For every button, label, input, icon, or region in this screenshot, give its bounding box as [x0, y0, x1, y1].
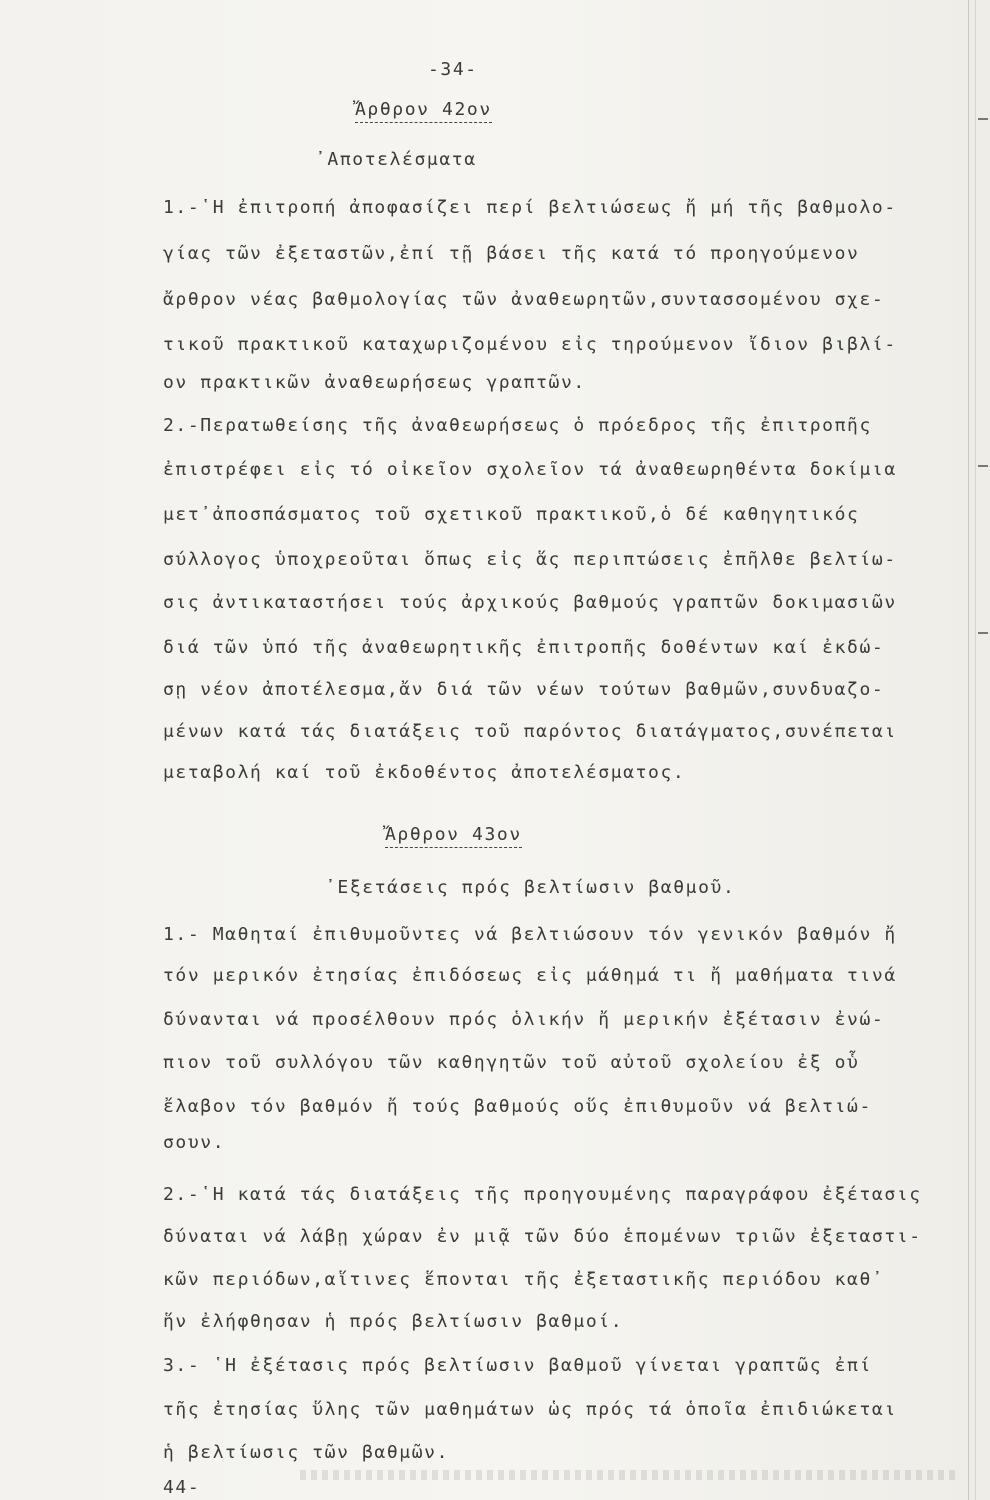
page-number: -34-	[428, 59, 478, 80]
text-line: τῆς ἐτησίας ὕλης τῶν μαθημάτων ὡς πρός τά ὁποῖα ἐπιδιώκεται	[163, 1399, 897, 1420]
text-line: ἡ βελτίωσις τῶν βαθμῶν.	[163, 1442, 450, 1463]
text-line: ον πρακτικῶν ἀναθεωρήσεως γραπτῶν.	[163, 372, 586, 393]
text-line: δύνανται νά προσέλθουν πρός ὁλικήν ἤ μερικήν ἐξέτασιν ἐνώ-	[163, 1009, 885, 1030]
article-43-heading-text: Ἄρθρον 43ον	[385, 824, 522, 848]
article-43-subtitle: ᾿Εξετάσεις πρός βελτίωσιν βαθμοῦ.	[325, 877, 736, 898]
text-line: κῶν περιόδων,αἵτινες ἕπονται τῆς ἐξεταστικῆς περιόδου καθ᾿	[163, 1269, 885, 1290]
text-line: 2.-῾Η κατά τάς διατάξεις τῆς προηγουμένης παραγράφου ἐξέτασις	[163, 1184, 922, 1205]
text-line: τόν μερικόν ἐτησίας ἐπιδόσεως εἰς μάθημά τι ἤ μαθήματα τινά	[163, 965, 897, 986]
text-line: τικοῦ πρακτικοῦ καταχωριζομένου εἰς τηρούμενον ἴδιον βιβλί-	[163, 334, 897, 355]
article-42-subtitle: ᾿Αποτελέσματα	[315, 149, 477, 170]
text-line: σύλλογος ὑποχρεοῦται ὅπως εἰς ἅς περιπτώσεις ἐπῆλθε βελτίω-	[163, 549, 897, 570]
article-42-heading	[355, 100, 492, 120]
page-edge	[968, 0, 976, 1500]
text-line: διά τῶν ὑπό τῆς ἀναθεωρητικῆς ἐπιτροπῆς δοθέντων καί ἐκδώ-	[163, 637, 885, 658]
edge-mark	[978, 118, 988, 120]
article-42-heading-text: Ἄρθρον 42ον	[355, 99, 492, 123]
text-line: σουν.	[163, 1132, 226, 1153]
text-line: γίας τῶν ἐξεταστῶν,ἐπί τῇ βάσει τῆς κατά τό προηγούμενον	[163, 243, 860, 264]
text-line: ἄρθρον νέας βαθμολογίας τῶν ἀναθεωρητῶν,συντασσομένου σχε-	[163, 289, 885, 310]
text-line: ἐπιστρέφει εἰς τό οἰκεῖον σχολεῖον τά ἀναθεωρηθέντα δοκίμια	[163, 459, 897, 480]
text-line: πιον τοῦ συλλόγου τῶν καθηγητῶν τοῦ αὐτοῦ σχολείου ἐξ οὗ	[163, 1052, 860, 1073]
edge-mark	[978, 632, 988, 634]
scan-smudge	[300, 1470, 960, 1480]
text-line: σις ἀντικαταστήσει τούς ἀρχικούς βαθμούς γραπτῶν δοκιμασιῶν	[163, 592, 897, 613]
text-line: μένων κατά τάς διατάξεις τοῦ παρόντος διατάγματος,συνέπεται	[163, 721, 897, 742]
text-line: 2.-Περατωθείσης τῆς ἀναθεωρήσεως ὁ πρόεδρος τῆς ἐπιτροπῆς	[163, 415, 872, 436]
text-line: 1.- Μαθηταί ἐπιθυμοῦντες νά βελτιώσουν τόν γενικόν βαθμόν ἤ	[163, 924, 897, 945]
text-line: 1.-῾Η ἐπιτροπή ἀποφασίζει περί βελτιώσεως ἤ μή τῆς βαθμολο-	[163, 197, 897, 218]
text-line: σῃ νέον ἀποτέλεσμα,ἄν διά τῶν νέων τούτων βαθμῶν,συνδυαζο-	[163, 679, 885, 700]
text-line: ἥν ἐλήφθησαν ἡ πρός βελτίωσιν βαθμοί.	[163, 1311, 624, 1332]
text-line: ἔλαβον τόν βαθμόν ἤ τούς βαθμούς οὕς ἐπιθυμοῦν νά βελτιώ-	[163, 1096, 872, 1117]
edge-mark	[978, 465, 988, 467]
text-line: μεταβολή καί τοῦ ἐκδοθέντος ἀποτελέσματος.	[163, 762, 686, 783]
text-line: 3.- ῾Η ἐξέτασις πρός βελτίωσιν βαθμοῦ γίνεται γραπτῶς ἐπί	[163, 1355, 872, 1376]
footer-mark: 44-	[163, 1477, 201, 1498]
text-line: δύναται νά λάβῃ χώραν ἐν μιᾷ τῶν δύο ἑπομένων τριῶν ἐξεταστι-	[163, 1226, 922, 1247]
article-43-heading	[385, 825, 522, 845]
text-line: μετ᾿ἀποσπάσματος τοῦ σχετικοῦ πρακτικοῦ,ὁ δέ καθηγητικός	[163, 504, 860, 525]
